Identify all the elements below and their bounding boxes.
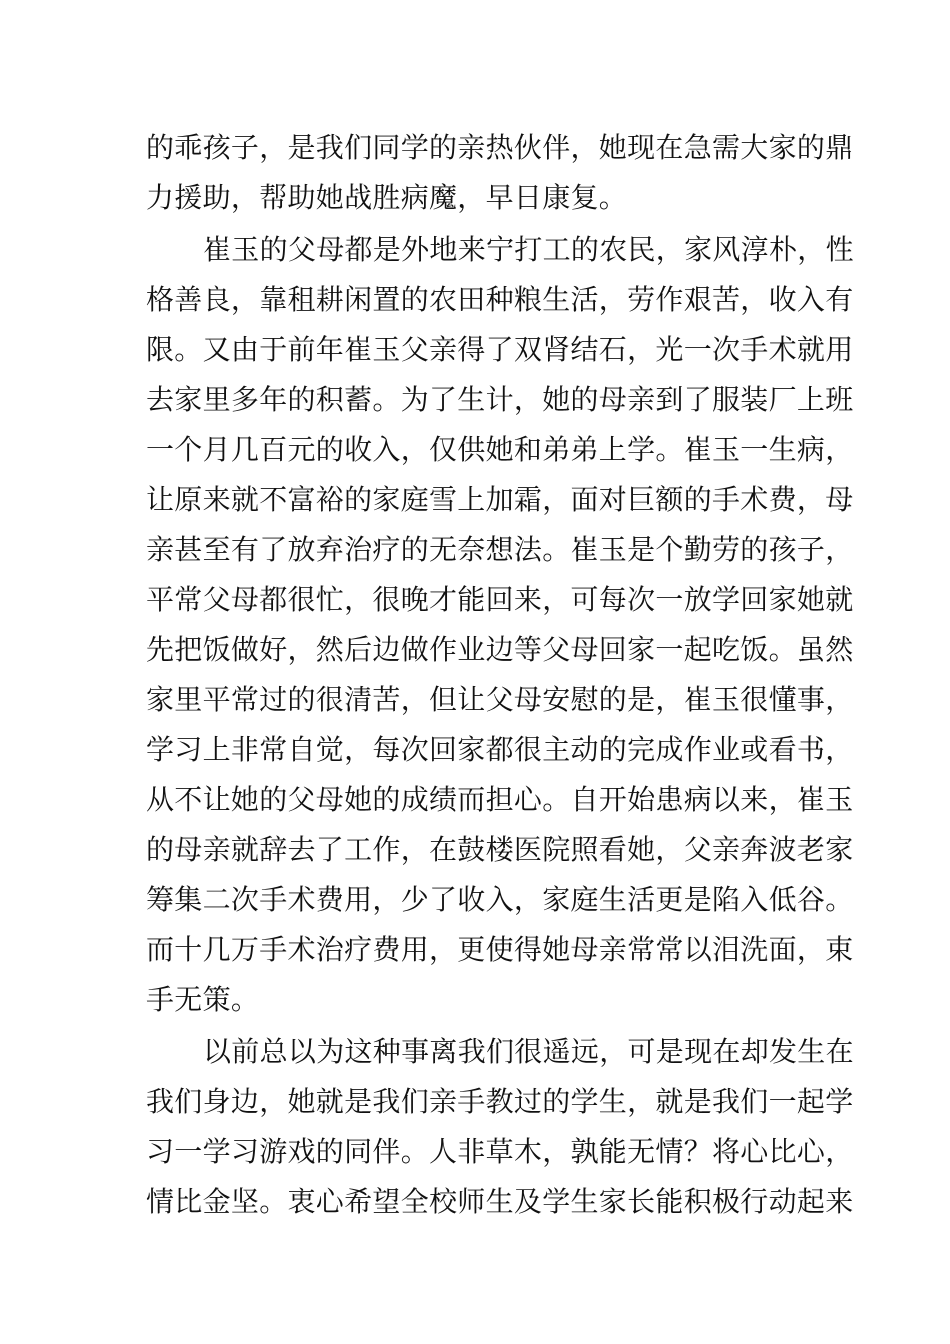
text-line: 去家里多年的积蓄。为了生计，她的母亲到了服装厂上班 (146, 383, 854, 416)
paragraph-start-line: 以前总以为这种事离我们很遥远，可是现在却发生在 (203, 1035, 854, 1068)
text-line: 我们身边，她就是我们亲手教过的学生，就是我们一起学 (146, 1085, 854, 1118)
text-line: 的乖孩子，是我们同学的亲热伙伴，她现在急需大家的鼎 (146, 131, 854, 164)
text-line: 习一学习游戏的同伴。人非草木，孰能无情？将心比心， (146, 1135, 854, 1168)
text-line: 平常父母都很忙，很晚才能回来，可每次一放学回家她就 (146, 583, 854, 616)
paragraph-start-line: 崔玉的父母都是外地来宁打工的农民，家风淳朴，性 (203, 233, 854, 266)
text-line: 亲甚至有了放弃治疗的无奈想法。崔玉是个勤劳的孩子， (146, 533, 854, 566)
text-line: 而十几万手术治疗费用，更使得她母亲常常以泪洗面，束 (146, 933, 854, 966)
text-line: 格善良，靠租耕闲置的农田种粮生活，劳作艰苦，收入有 (146, 283, 854, 316)
text-line: 力援助，帮助她战胜病魔，早日康复。 (146, 181, 628, 214)
text-line: 手无策。 (146, 983, 260, 1016)
text-line: 的母亲就辞去了工作，在鼓楼医院照看她，父亲奔波老家 (146, 833, 854, 866)
text-line: 情比金坚。衷心希望全校师生及学生家长能积极行动起来 (146, 1185, 854, 1218)
text-line: 限。又由于前年崔玉父亲得了双肾结石，光一次手术就用 (146, 333, 854, 366)
text-line: 家里平常过的很清苦，但让父母安慰的是，崔玉很懂事， (146, 683, 854, 716)
text-line: 从不让她的父母她的成绩而担心。自开始患病以来，崔玉 (146, 783, 854, 816)
text-line: 学习上非常自觉，每次回家都很主动的完成作业或看书， (146, 733, 854, 766)
text-line: 让原来就不富裕的家庭雪上加霜，面对巨额的手术费，母 (146, 483, 854, 516)
text-line: 一个月几百元的收入，仅供她和弟弟上学。崔玉一生病， (146, 433, 854, 466)
text-line: 先把饭做好，然后边做作业边等父母回家一起吃饭。虽然 (146, 633, 854, 666)
text-line: 筹集二次手术费用，少了收入，家庭生活更是陷入低谷。 (146, 883, 854, 916)
